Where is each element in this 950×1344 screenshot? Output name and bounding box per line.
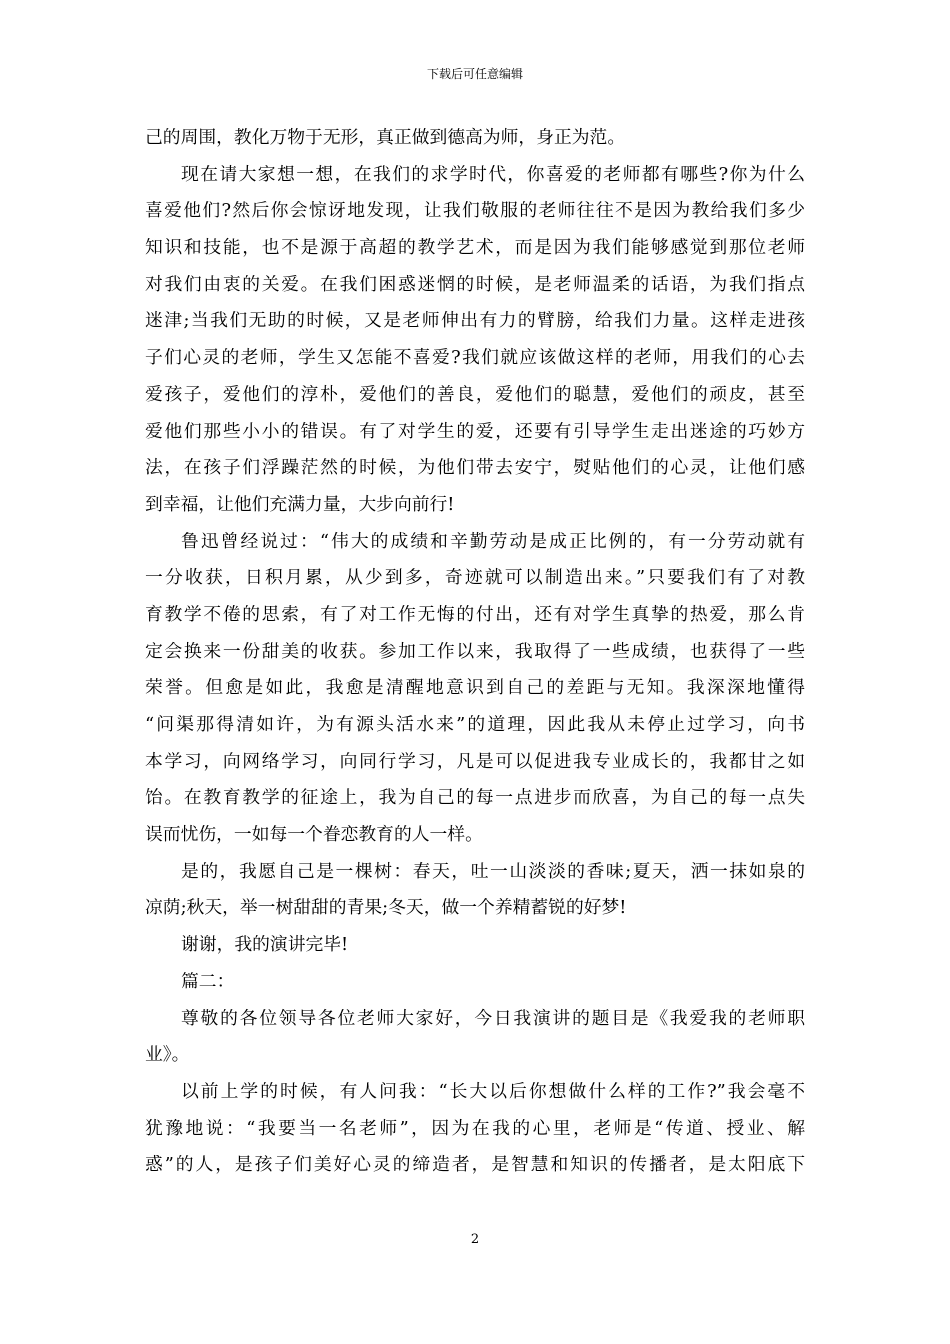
text-line: 以前上学的时候，有人问我：“长大以后你想做什么样的工作?”我会毫不 [181,1080,805,1102]
text-line: 一分收获，日积月累，从少到多，奇迹就可以制造出来。”只要我们有了对教 [145,567,805,589]
text-line: 饴。在教育教学的征途上，我为自己的每一点进步而欣喜，为自己的每一点失 [145,787,805,809]
text-line: 定会换来一份甜美的收获。参加工作以来，我取得了一些成绩，也获得了一些 [145,640,805,662]
text-line: 篇二： [181,970,235,992]
text-line: 对我们由衷的关爱。在我们困惑迷惘的时候，是老师温柔的话语，为我们指点 [145,273,805,295]
text-line: 知识和技能，也不是源于高超的教学艺术，而是因为我们能够感觉到那位老师 [145,237,805,259]
text-line: 荣誉。但愈是如此，我愈是清醒地意识到自己的差距与无知。我深深地懂得 [145,677,805,699]
text-line: 凉荫;秋天，举一树甜甜的青果;冬天，做一个养精蓄锐的好梦! [145,897,627,919]
text-line: 犹豫地说：“我要当一名老师”，因为在我的心里，老师是“传道、授业、解 [145,1117,805,1139]
text-line: 爱孩子，爱他们的淳朴，爱他们的善良，爱他们的聪慧，爱他们的顽皮，甚至 [145,383,805,405]
text-line: 尊敬的各位领导各位老师大家好，今日我演讲的题目是《我爱我的老师职 [181,1007,805,1029]
text-line: 谢谢，我的演讲完毕! [181,934,349,956]
text-line: 本学习，向网络学习，向同行学习，凡是可以促进我专业成长的，我都甘之如 [145,750,805,772]
text-line: 育教学不倦的思索，有了对工作无悔的付出，还有对学生真挚的热爱，那么肯 [145,603,805,625]
page-header: 下载后可任意编辑 [426,67,523,81]
text-line: “问渠那得清如许，为有源头活水来”的道理，因此我从未停止过学习，向书 [145,714,805,735]
text-line: 是的，我愿自己是一棵树：春天，吐一山淡淡的香味;夏天，洒一抹如泉的 [181,860,805,882]
text-line: 惑”的人，是孩子们美好心灵的缔造者，是智慧和知识的传播者，是太阳底下 [145,1154,805,1176]
text-line: 误而忧伤，一如每一个眷恋教育的人一样。 [145,824,483,846]
document-body [145,120,805,1184]
text-line: 鲁迅曾经说过：“伟大的成绩和辛勤劳动是成正比例的，有一分劳动就有 [181,530,805,552]
text-line: 到幸福，让他们充满力量，大步向前行! [145,493,455,515]
text-line: 爱他们那些小小的错误。有了对学生的爱，还要有引导学生走出迷途的巧妙方 [145,420,805,442]
text-line: 业》。 [145,1044,190,1066]
text-line: 法，在孩子们浮躁茫然的时候，为他们带去安宁，熨贴他们的心灵，让他们感 [145,457,805,479]
text-line: 迷津;当我们无助的时候，又是老师伸出有力的臂膀，给我们力量。这样走进孩 [145,310,805,332]
page-number: 2 [470,1232,480,1247]
text-line: 己的周围，教化万物于无形，真正做到德高为师，身正为范。 [145,127,626,148]
text-line: 子们心灵的老师，学生又怎能不喜爱?我们就应该做这样的老师，用我们的心去 [145,347,805,369]
text-line: 现在请大家想一想，在我们的求学时代，你喜爱的老师都有哪些?你为什么 [181,163,805,185]
text-line: 喜爱他们?然后你会惊讶地发现，让我们敬服的老师往往不是因为教给我们多少 [145,200,805,222]
